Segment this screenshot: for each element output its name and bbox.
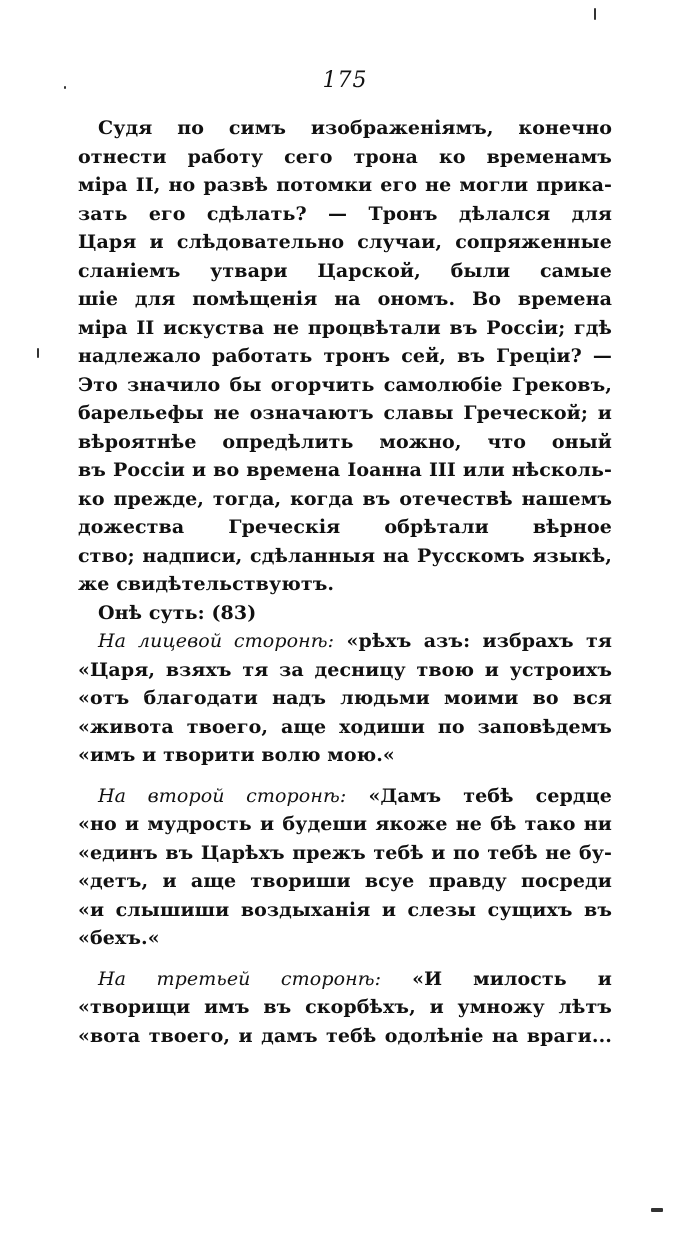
scan-speck (37, 348, 39, 358)
spacer (78, 770, 612, 782)
inscription-line: «отъ благодати надъ людьми моими во вся (78, 687, 612, 709)
paragraph-line: дожества Греческія обрѣтали вѣрное (78, 516, 612, 538)
inscription-label: На лицевой сторонѣ: (98, 630, 335, 652)
paragraph-line: Это значило бы огорчить самолюбіе Грековъ, (78, 373, 612, 396)
inscription-text: «рѣхъ азъ: избрахъ тя (346, 630, 612, 652)
inscription-line: «единъ въ Царѣхъ прежъ тебѣ и по тебѣ не бу- (78, 841, 612, 864)
inscription-line: «бехъ.« (78, 927, 160, 949)
intro-line: Онѣ суть: (83) (98, 601, 257, 624)
inscription-line: «живота твоего, аще ходиши по заповѣдемъ (78, 715, 612, 738)
inscription-text: «И милость и (412, 967, 612, 990)
inscription-line: «но и мудрость и будеши якоже не бѣ тако ни (78, 813, 612, 835)
paragraph-line: Судя по симъ изображеніямъ, конечно (98, 117, 612, 139)
paragraph-line: же свидѣтельствуютъ. (78, 573, 335, 595)
body-text (78, 114, 612, 1050)
inscription-first-line (78, 965, 612, 994)
inscription-label: На второй сторонѣ: (98, 784, 347, 807)
inscription-line: «Царя, взяхъ тя за десницу твою и устроихъ (78, 658, 612, 681)
paragraph-line: барельефы не означаютъ славы Греческой; и (78, 402, 612, 424)
paragraph-line: міра II, но развѣ потомки его не могли прика- (78, 174, 612, 196)
paragraph-line: шіе для помѣщенія на ономъ. Во времена (78, 288, 612, 310)
paragraph-line: сланіемъ утвари Царской, были самые (78, 259, 612, 282)
scan-speck (64, 86, 66, 89)
scan-speck (594, 8, 596, 20)
paragraph-line: ко прежде, тогда, когда въ отечествѣ нашемъ (78, 487, 612, 510)
paragraph-line: зать его сдѣлать? — Тронъ дѣлался для (78, 202, 612, 225)
inscription-first-line (78, 782, 612, 811)
spacer (78, 953, 612, 965)
paragraph-line: міра II искуства не процвѣтали въ Россіи; гдѣ (78, 316, 612, 339)
paragraph-line: ство; надписи, сдѣланныя на Русскомъ языкѣ, (78, 544, 612, 567)
inscription-line: «имъ и творити волю мою.« (78, 744, 395, 766)
page-number: 175 (322, 68, 368, 93)
paragraph-line: Царя и слѣдовательно случаи, сопряженные (78, 231, 612, 253)
paragraph-line: вѣроятнѣе опредѣлить можно, что оный (78, 430, 612, 453)
inscription-text: «Дамъ тебѣ сердце (368, 784, 612, 807)
paragraph-line: въ Россіи и во времена Іоанна III или нѣсколь- (78, 459, 612, 481)
inscription-line: «и слышиши воздыханія и слезы сущихъ въ (78, 898, 612, 921)
inscription-label: На третьей сторонѣ: (98, 967, 382, 990)
scan-speck (651, 1208, 663, 1212)
paragraph-line: отнести работу сего трона ко временамъ (78, 145, 612, 168)
inscription-line: «творищи имъ въ скорбѣхъ, и умножу лѣтъ (78, 996, 612, 1018)
inscription-line: «вота твоего, и дамъ тебѣ одолѣніе на враги... (78, 1024, 612, 1047)
paragraph-line: надлежало работать тронъ сей, въ Греціи? — (78, 345, 612, 367)
inscription-first-line (78, 627, 612, 656)
inscription-line: «детъ, и аще твориши всуе правду посреди (78, 870, 612, 892)
